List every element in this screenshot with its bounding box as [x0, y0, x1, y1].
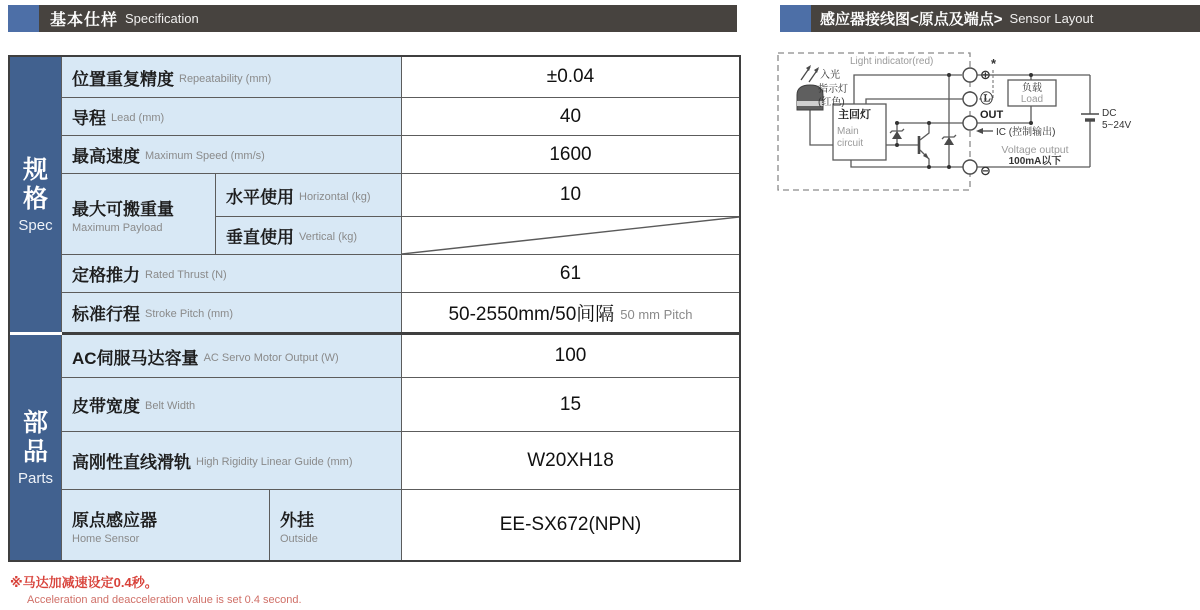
label-en: Horizontal (kg)	[299, 190, 371, 203]
junction-dot	[947, 165, 951, 169]
terminal-plus-circle	[963, 68, 977, 82]
transistor-emitter	[920, 150, 929, 167]
spec-section-header	[8, 5, 737, 32]
spec-row-lead	[62, 98, 739, 136]
incident-label-3: (红色)	[818, 97, 845, 108]
junction-dot	[895, 121, 899, 125]
incident-label-1: 入光	[820, 70, 840, 81]
voltage-output-label: Voltage output	[1001, 144, 1069, 156]
load-label-en: Load	[1020, 94, 1044, 105]
motor-note	[10, 572, 302, 606]
spec-row-guide	[62, 432, 739, 490]
spec-row-max-speed	[62, 136, 739, 174]
dc-label-2: 5~24V	[1102, 120, 1132, 131]
label-zh: 最高速度	[72, 147, 140, 166]
label-en: Belt Width	[145, 400, 196, 412]
label-en: Repeatability (mm)	[179, 72, 272, 85]
terminal-minus-circle	[963, 160, 977, 174]
ic-label: IC (控制输出)	[996, 127, 1056, 138]
outside-label	[270, 490, 402, 560]
out-label: OUT	[980, 109, 1004, 121]
minus-internal-wire	[851, 160, 963, 167]
sensor-wiring-diagram	[772, 48, 1200, 203]
row-value: ±0.04	[402, 57, 739, 98]
sidebar-spec-en: Spec	[18, 216, 53, 234]
label-en: High Rigidity Linear Guide (mm)	[196, 456, 353, 468]
row-label	[62, 378, 402, 432]
sensor-header-title-zh: 感应器接线图<原点及端点>	[820, 11, 1003, 28]
led-wire	[810, 110, 833, 145]
label-en: Maximum Payload	[72, 221, 163, 234]
row-value: 1600	[402, 136, 739, 174]
row-label	[62, 432, 402, 490]
header-accent-square	[780, 5, 811, 32]
label-en: Maximum Speed (mm/s)	[145, 150, 265, 162]
label-en: Home Sensor	[72, 532, 140, 545]
label-en: AC Servo Motor Output (W)	[203, 351, 339, 364]
junction-dot	[1029, 73, 1033, 77]
row-label	[62, 255, 402, 293]
spec-table	[8, 55, 741, 562]
label-zh: AC伺服马达容量	[72, 348, 199, 368]
label-en: Stroke Pitch (mm)	[145, 308, 234, 320]
row-value: 61	[402, 255, 739, 293]
row-label	[62, 293, 402, 332]
sensor-header-title-en: Sensor Layout	[1009, 11, 1094, 26]
label-en: Vertical (kg)	[299, 231, 358, 243]
diagonal-strike-line	[402, 217, 739, 254]
spec-row-payload-group	[62, 174, 739, 255]
plus-symbol: ⊕	[980, 67, 991, 82]
row-label	[62, 98, 402, 136]
light-ray-2-arrow	[814, 67, 819, 73]
main-circuit-zh: 主回灯	[838, 109, 871, 121]
row-value: 15	[402, 378, 739, 432]
row-label	[62, 335, 402, 378]
sidebar-parts-en: Parts	[17, 469, 53, 487]
l-symbol: Ⓛ	[980, 91, 994, 106]
left-zener-triangle	[892, 131, 902, 139]
label-en: Outside	[280, 532, 318, 545]
spec-row-home-sensor	[62, 490, 739, 560]
terminal-out-circle	[963, 116, 977, 130]
label-zh: 原点感应器	[72, 510, 157, 530]
row-value: EE-SX672(NPN)	[402, 490, 739, 560]
spec-row-thrust	[62, 255, 739, 293]
sidebar-spec	[10, 57, 62, 332]
row-value: 100	[402, 335, 739, 378]
label-zh: 标准行程	[72, 305, 140, 324]
junction-dot	[927, 165, 931, 169]
stroke-value-zh: 50-2550mm/50间隔	[448, 304, 615, 325]
main-circuit-en2: circuit	[837, 138, 864, 149]
dc-label-1: DC	[1102, 108, 1117, 119]
sensor-section-header	[780, 5, 1200, 32]
ic-arrow-head	[976, 128, 983, 134]
right-zener-triangle	[944, 137, 954, 145]
row-value: W20XH18	[402, 432, 739, 490]
light-ray-1-arrow	[806, 65, 811, 71]
spec-row-horizontal	[216, 174, 739, 217]
junction-dot	[1029, 121, 1033, 125]
spec-header-title-zh: 基本仕样	[50, 12, 119, 29]
junction-dot	[927, 121, 931, 125]
spec-row-vertical	[216, 217, 739, 255]
label-zh: 高刚性直线滑轨	[72, 453, 191, 472]
main-circuit-en1: Main	[837, 126, 859, 137]
row-value	[402, 293, 739, 332]
label-zh: 定格推力	[72, 266, 140, 285]
motor-note-en: Acceleration and deacceleration value is set 0.4 second.	[27, 594, 302, 606]
spec-row-stroke	[62, 293, 739, 332]
row-sublabel	[216, 217, 402, 255]
spec-header-title-en: Specification	[125, 11, 199, 26]
sidebar-parts-zh: 部品	[23, 408, 49, 466]
row-value: 40	[402, 98, 739, 136]
label-zh: 最大可搬重量	[72, 199, 174, 219]
label-zh: 水平使用	[226, 187, 294, 207]
label-zh: 外挂	[280, 510, 314, 530]
row-sublabel	[216, 174, 402, 217]
transistor-collector	[920, 123, 929, 140]
current-limit-label: 100mA以下	[1008, 156, 1062, 167]
label-zh: 导程	[72, 109, 106, 128]
label-zh: 皮带宽度	[72, 397, 140, 416]
sidebar-parts	[10, 335, 62, 560]
label-en: Rated Thrust (N)	[145, 269, 227, 281]
header-accent-square	[8, 5, 39, 32]
junction-dot	[947, 73, 951, 77]
sidebar-spec-zh: 规格	[23, 155, 49, 213]
stroke-value-en: 50 mm Pitch	[620, 307, 693, 322]
label-zh: 垂直使用	[226, 228, 294, 247]
terminal-l-circle	[963, 92, 977, 106]
spec-row-repeatability	[62, 57, 739, 98]
payload-label	[62, 174, 216, 255]
asterisk-mark: *	[991, 56, 997, 71]
label-zh: 位置重复精度	[72, 69, 174, 89]
row-label	[62, 136, 402, 174]
light-indicator-label: Light indicator(red)	[850, 56, 934, 67]
spec-row-motor	[62, 335, 739, 378]
row-label	[62, 57, 402, 98]
spec-row-belt	[62, 378, 739, 432]
junction-dot	[895, 143, 899, 147]
row-value-crossed	[402, 217, 739, 255]
load-label-zh: 负载	[1022, 83, 1042, 94]
label-en: Lead (mm)	[111, 112, 165, 124]
row-value: 10	[402, 174, 739, 217]
minus-symbol: ⊖	[980, 163, 991, 178]
motor-note-zh: ※马达加减速设定0.4秒。	[10, 575, 158, 590]
incident-label-2: 指示灯	[818, 84, 848, 95]
home-sensor-label	[62, 490, 270, 560]
